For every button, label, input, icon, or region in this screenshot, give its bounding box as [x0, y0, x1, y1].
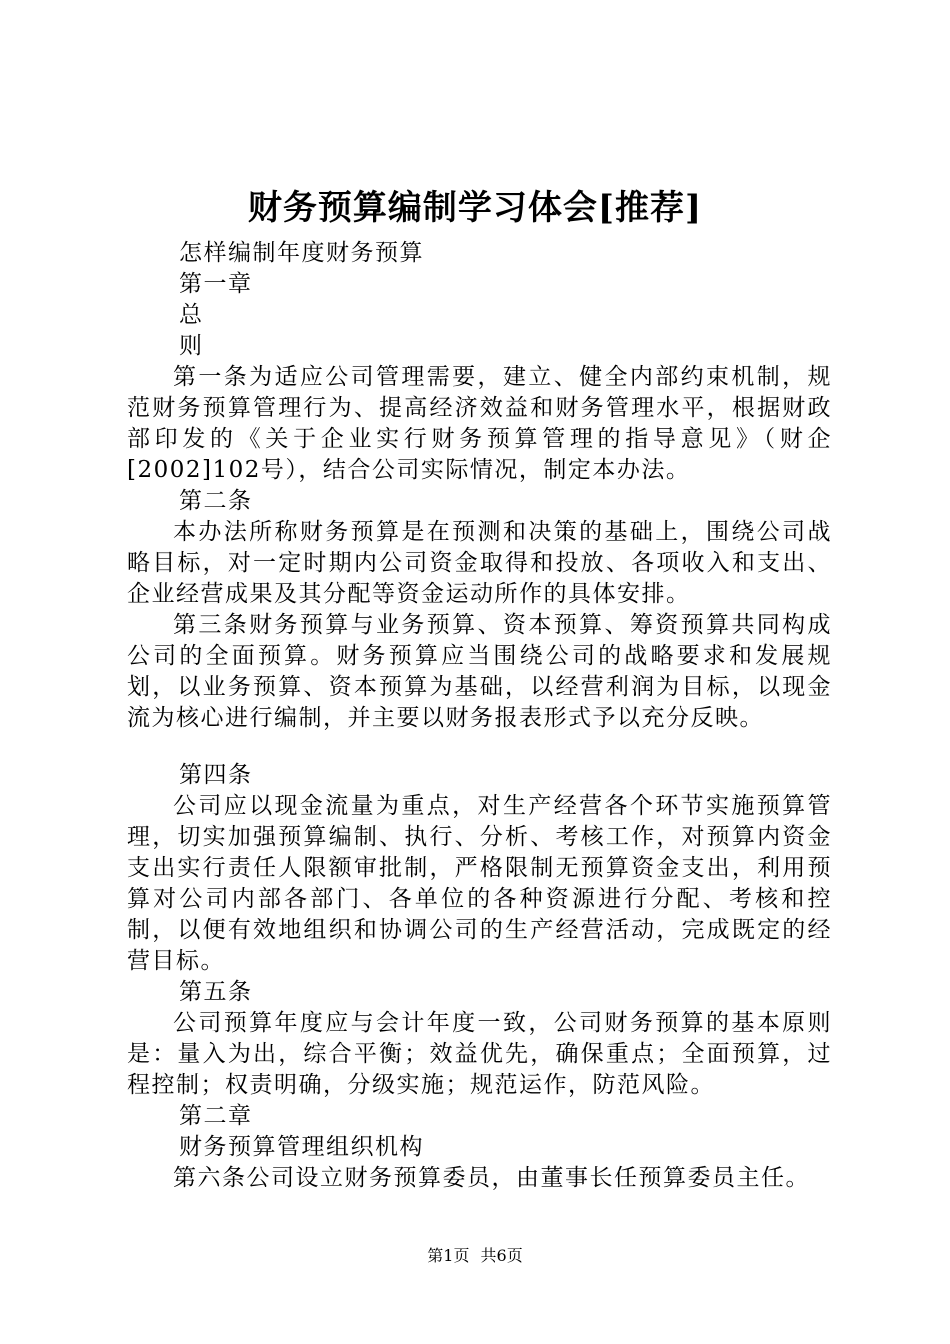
article4-heading: 第四条 — [179, 762, 253, 788]
chapter1-name-line1: 总 — [179, 302, 204, 328]
subtitle: 怎样编制年度财务预算 — [179, 240, 424, 266]
article1-paragraph: 第一条为适应公司管理需要，建立、健全内部约束机制，规范财务预算管理行为、提高经济效益和财务管理水平，根据财政部印发的《关于企业实行财务预算管理的指导意见》（财企[2002]102号），结合公司实际情况，制定本办法。 — [127, 364, 832, 483]
article5-paragraph: 公司预算年度应与会计年度一致，公司财务预算的基本原则是：量入为出，综合平衡；效益优先，确保重点；全面预算，过程控制；权责明确，分级实施；规范运作，防范风险。 — [127, 1010, 832, 1098]
article3-paragraph: 第三条财务预算与业务预算、资本预算、筹资预算共同构成公司的全面预算。财务预算应当围绕公司的战略要求和发展规划，以业务预算、资本预算为基础，以经营利润为目标，以现金流为核心进行编制，并主要以财务报表形式予以充分反映。 — [127, 612, 832, 731]
article5-heading: 第五条 — [179, 979, 253, 1005]
article6-paragraph: 第六条公司设立财务预算委员，由董事长任预算委员主任。 — [173, 1165, 810, 1191]
page-footer — [0, 1244, 950, 1268]
paragraph-gap — [127, 734, 832, 760]
page-total: 共6页 — [480, 1246, 523, 1265]
chapter2-name: 财务预算管理组织机构 — [179, 1134, 424, 1160]
chapter1-name-line2: 则 — [179, 333, 204, 359]
article2-heading: 第二条 — [179, 488, 253, 514]
document-title: 财务预算编制学习体会[推荐] — [247, 188, 703, 228]
article4-paragraph: 公司应以现金流量为重点，对生产经营各个环节实施预算管理，切实加强预算编制、执行、分析、考核工作，对预算内资金支出实行责任人限额审批制，严格限制无预算资金支出，利用预算对公司内部各部门、各单位的各种资源进行分配、考核和控制，以便有效地组织和协调公司的生产经营活动，完成既定的经营目标。 — [127, 793, 832, 974]
article2-paragraph: 本办法所称财务预算是在预测和决策的基础上，围绕公司战略目标，对一定时期内公司资金取得和投放、各项收入和支出、企业经营成果及其分配等资金运动所作的具体安排。 — [127, 519, 832, 607]
page-number: 第1页 — [427, 1246, 470, 1265]
document-body — [127, 238, 832, 1194]
chapter2-heading: 第二章 — [179, 1103, 253, 1129]
chapter1-heading: 第一章 — [179, 271, 253, 297]
